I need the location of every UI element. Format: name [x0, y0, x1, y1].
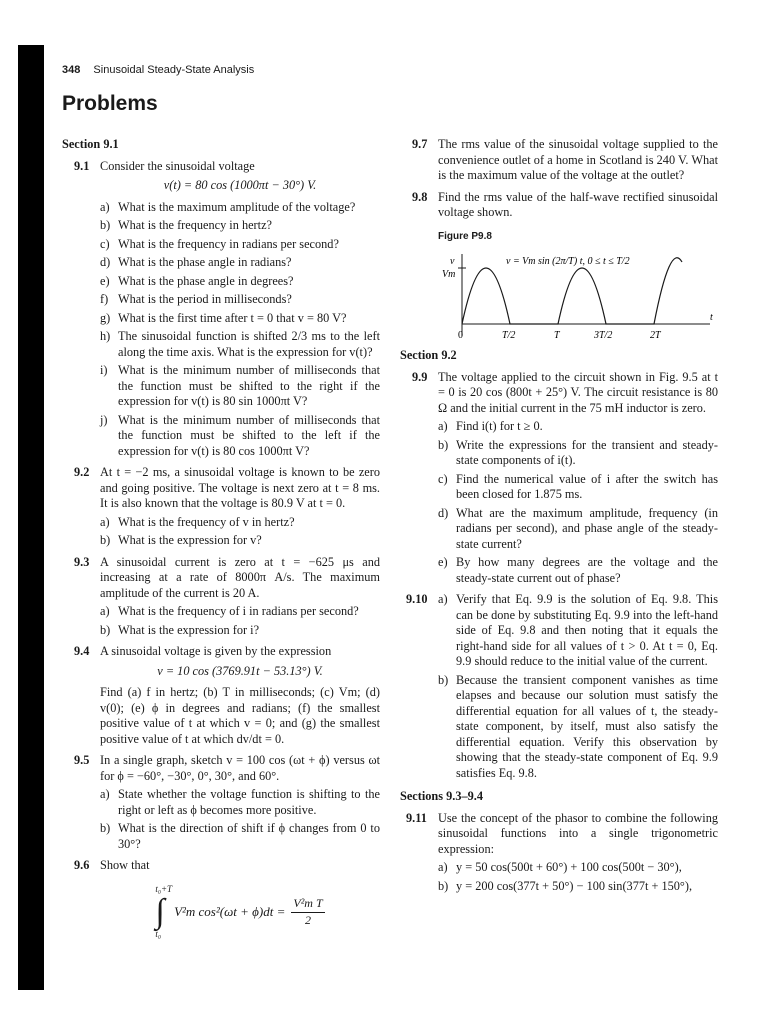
running-header — [62, 64, 254, 76]
item-label: a) — [438, 592, 448, 606]
item-text: What is the expression for i? — [118, 622, 260, 637]
problem-text: Consider the sinusoidal voltage — [100, 158, 255, 173]
item-label: d) — [438, 505, 449, 520]
t-axis-label: t — [710, 312, 713, 323]
list-item — [438, 592, 718, 670]
item-list — [438, 860, 718, 894]
list-item — [100, 363, 380, 410]
list-item — [100, 604, 380, 620]
left-column — [62, 137, 380, 951]
problem-text-continued: Find (a) f in hertz; (b) T in milliseconds; (c) Vm; (d) v(0); (e) ϕ in degrees and radians; (f) the smallest positive value of t at which v = 0; and (g) the smallest positive value of t at which dv/dt = 0. — [100, 685, 380, 746]
list-item — [100, 200, 380, 216]
problem-text: Show that — [100, 858, 150, 872]
list-item — [100, 255, 380, 271]
problem-text: A sinusoidal voltage is given by the expression — [100, 644, 332, 658]
list-item — [100, 292, 380, 308]
item-label: j) — [100, 412, 108, 427]
problem-number: 9.10 — [406, 592, 428, 606]
item-label: e) — [100, 273, 110, 288]
problem-number: 9.1 — [74, 158, 90, 173]
waveform — [462, 258, 682, 324]
list-item — [100, 237, 380, 253]
fraction — [291, 896, 324, 928]
figure-formula: v = Vm sin (2π/T) t, 0 ≤ t ≤ T/2 — [506, 256, 630, 267]
item-label: h) — [100, 329, 111, 343]
problem-9-10 — [400, 592, 718, 781]
right-column — [400, 137, 718, 900]
item-label: c) — [100, 236, 110, 251]
item-list — [100, 604, 380, 638]
item-text: y = 50 cos(500t + 60°) + 100 cos(500t − 30°), — [456, 860, 682, 874]
item-text: What is the frequency of i in radians per second? — [118, 604, 359, 618]
figure-label: Figure P9.8 — [438, 230, 492, 242]
problem-text: A sinusoidal current is zero at t = −625 μs and increasing at a rate of 8000π A/s. The maximum amplitude of the current is 20 A. — [100, 554, 380, 600]
running-title: Sinusoidal Steady-State Analysis — [93, 64, 255, 76]
problem-number: 9.3 — [74, 554, 90, 569]
tick-label: 2T — [650, 330, 661, 340]
item-text: Find the numerical value of i after the switch has been closed for 1.875 ms. — [456, 471, 718, 501]
item-text: Write the expressions for the transient and steady-state components of i(t). — [456, 437, 718, 467]
lower-limit: t₀ — [155, 929, 161, 939]
list-item — [438, 879, 718, 895]
item-text: The sinusoidal function is shifted 2/3 ms to the left along the time axis. What is the expression for v(t)? — [118, 329, 380, 359]
half-wave-figure — [438, 248, 718, 340]
item-label: a) — [100, 514, 110, 529]
problem-number: 9.6 — [74, 858, 90, 872]
problem-9-7 — [400, 137, 718, 184]
item-text: Find i(t) for t ≥ 0. — [456, 419, 543, 433]
item-label: a) — [100, 199, 110, 214]
list-item — [100, 329, 380, 360]
tick-label: 3T/2 — [594, 330, 613, 340]
tick-label: T/2 — [502, 330, 516, 340]
problem-number: 9.2 — [74, 465, 90, 479]
list-item — [100, 623, 380, 639]
item-text: What is the phase angle in degrees? — [118, 273, 294, 288]
item-label: b) — [100, 821, 111, 835]
scan-binding-edge — [18, 45, 44, 990]
list-item — [100, 787, 380, 818]
problem-number: 9.4 — [74, 644, 90, 658]
list-item — [438, 673, 718, 782]
list-item — [100, 413, 380, 460]
item-text: What is the period in milliseconds? — [118, 292, 292, 306]
upper-limit: t₀+T — [155, 883, 173, 894]
problem-number: 9.8 — [412, 189, 428, 204]
item-text: What is the maximum amplitude of the voltage? — [118, 199, 356, 214]
item-list — [438, 419, 718, 586]
integral-sign-icon: ∫ — [155, 893, 165, 930]
item-list — [100, 787, 380, 852]
item-label: c) — [438, 471, 448, 486]
item-label: a) — [438, 860, 448, 874]
item-list — [100, 200, 380, 460]
problem-number: 9.11 — [406, 810, 427, 825]
item-label: f) — [100, 292, 109, 306]
list-item — [438, 860, 718, 876]
section-heading: Section 9.1 — [62, 137, 119, 151]
item-label: b) — [438, 878, 449, 893]
item-label: b) — [438, 672, 449, 687]
problem-text: Use the concept of the phasor to combine the following sinusoidal functions into a single trigonometric expression: — [438, 810, 718, 856]
section-heading: Sections 9.3–9.4 — [400, 789, 484, 803]
problem-9-11 — [400, 811, 718, 895]
problem-number: 9.7 — [412, 137, 428, 151]
problem-9-2 — [62, 465, 380, 549]
v-axis-label: v — [450, 256, 455, 267]
item-label: a) — [100, 787, 110, 801]
list-item — [100, 821, 380, 852]
item-text: What is the minimum number of milliseconds that the function must be shifted to the right if the expression for v(t) is 80 sin 1000πt V? — [118, 363, 380, 408]
item-text: What is the direction of shift if ϕ changes from 0 to 30°? — [118, 821, 380, 851]
item-label: e) — [438, 555, 448, 569]
problem-9-9 — [400, 370, 718, 587]
item-text: What is the frequency in hertz? — [118, 218, 272, 232]
item-text: What is the phase angle in radians? — [118, 255, 292, 269]
vm-label: Vm — [442, 269, 456, 280]
problem-text: At t = −2 ms, a sinusoidal voltage is known to be zero and going positive. The voltage is next zero at t = 8 ms. It is also known that the voltage is 80.9 V at t = 0. — [100, 465, 380, 510]
list-item — [438, 506, 718, 553]
equation: v = 10 cos (3769.91t − 53.13°) V. — [157, 663, 323, 678]
problem-9-3 — [62, 555, 380, 639]
list-item — [438, 419, 718, 435]
section-heading: Section 9.2 — [400, 348, 457, 362]
item-list — [100, 515, 380, 549]
problem-9-6 — [62, 858, 380, 943]
item-text: Because the transient component vanishes as time elapses and because our solution must satisfy the differential equation for all values of t, the steady-state component, by itself, must also satisfy the differential equation. Verify this observation by showing that the steady-state component of Eq. 9.9 satisfies Eq. 9.8. — [456, 672, 718, 780]
problem-text: The voltage applied to the circuit shown in Fig. 9.5 at t = 0 is 20 cos (800t + 25°) V. The circuit resistance is 80 Ω and the initial current in the 75 mH inductor is zero. — [438, 369, 718, 415]
item-label: b) — [100, 622, 111, 637]
integrand: V²m cos²(ωt + ϕ)dt = — [174, 904, 286, 920]
denominator: 2 — [305, 912, 311, 927]
list-item — [100, 311, 380, 327]
list-item — [100, 218, 380, 234]
tick-label: T — [554, 330, 560, 340]
equation: v(t) = 80 cos (1000πt − 30°) V. — [163, 178, 317, 192]
item-label: a) — [100, 604, 110, 618]
item-label: b) — [100, 218, 111, 232]
list-item — [100, 533, 380, 549]
item-text: What is the first time after t = 0 that v = 80 V? — [118, 310, 347, 325]
problem-number: 9.5 — [74, 753, 90, 767]
item-text: What is the frequency in radians per second? — [118, 236, 339, 251]
numerator: V²m T — [291, 896, 324, 913]
problem-text: Find the rms value of the half-wave rectified sinusoidal voltage shown. — [438, 189, 718, 219]
item-text: What is the minimum number of milliseconds that the function must be shifted to the left if the expression for v(t) is 80 cos 1000πt V? — [118, 412, 380, 458]
problem-9-5 — [62, 753, 380, 852]
item-label: a) — [438, 419, 448, 433]
problem-9-8 — [400, 190, 718, 341]
item-label: d) — [100, 255, 111, 269]
problem-9-4 — [62, 644, 380, 747]
list-item — [438, 438, 718, 469]
integral-equation — [100, 882, 380, 943]
item-text: State whether the voltage function is shifting to the right or left as ϕ becomes more positive. — [118, 787, 380, 817]
list-item — [438, 555, 718, 586]
page-title: Problems — [62, 92, 158, 115]
item-list — [438, 673, 718, 782]
problem-number: 9.9 — [412, 369, 428, 384]
item-text: By how many degrees are the voltage and the steady-state current out of phase? — [456, 555, 718, 585]
item-text: Verify that Eq. 9.9 is the solution of Eq. 9.8. This can be done by substituting Eq. 9.9 into the left-hand side of Eq. 9.8 and then noting that it equals the right-hand side for all values of t > 0. At t = 0, Eq. 9.9 should reduce to the initial value of the current. — [456, 592, 718, 668]
item-text: What is the frequency of v in hertz? — [118, 514, 295, 529]
list-item — [438, 472, 718, 503]
item-label: g) — [100, 310, 111, 325]
list-item — [100, 515, 380, 531]
item-label: i) — [100, 363, 108, 377]
problem-text: The rms value of the sinusoidal voltage supplied to the convenience outlet of a home in Scotland is 240 V. What is the maximum value of the voltage at the outlet? — [438, 137, 718, 182]
tick-label: 0 — [458, 330, 463, 340]
item-text: What is the expression for v? — [118, 533, 262, 547]
problem-text: In a single graph, sketch v = 100 cos (ωt + ϕ) versus ωt for ϕ = −60°, −30°, 0°, 30°, and 60°. — [100, 753, 380, 783]
integral-limits — [155, 882, 172, 943]
item-label: b) — [100, 533, 111, 547]
item-label: b) — [438, 437, 449, 452]
list-item — [100, 274, 380, 290]
problem-9-1 — [62, 159, 380, 460]
page-number: 348 — [62, 64, 81, 76]
item-text: What are the maximum amplitude, frequency (in radians per second), and phase angle of the steady-state current? — [456, 505, 718, 551]
item-text: y = 200 cos(377t + 50°) − 100 sin(377t + 150°), — [456, 878, 693, 893]
